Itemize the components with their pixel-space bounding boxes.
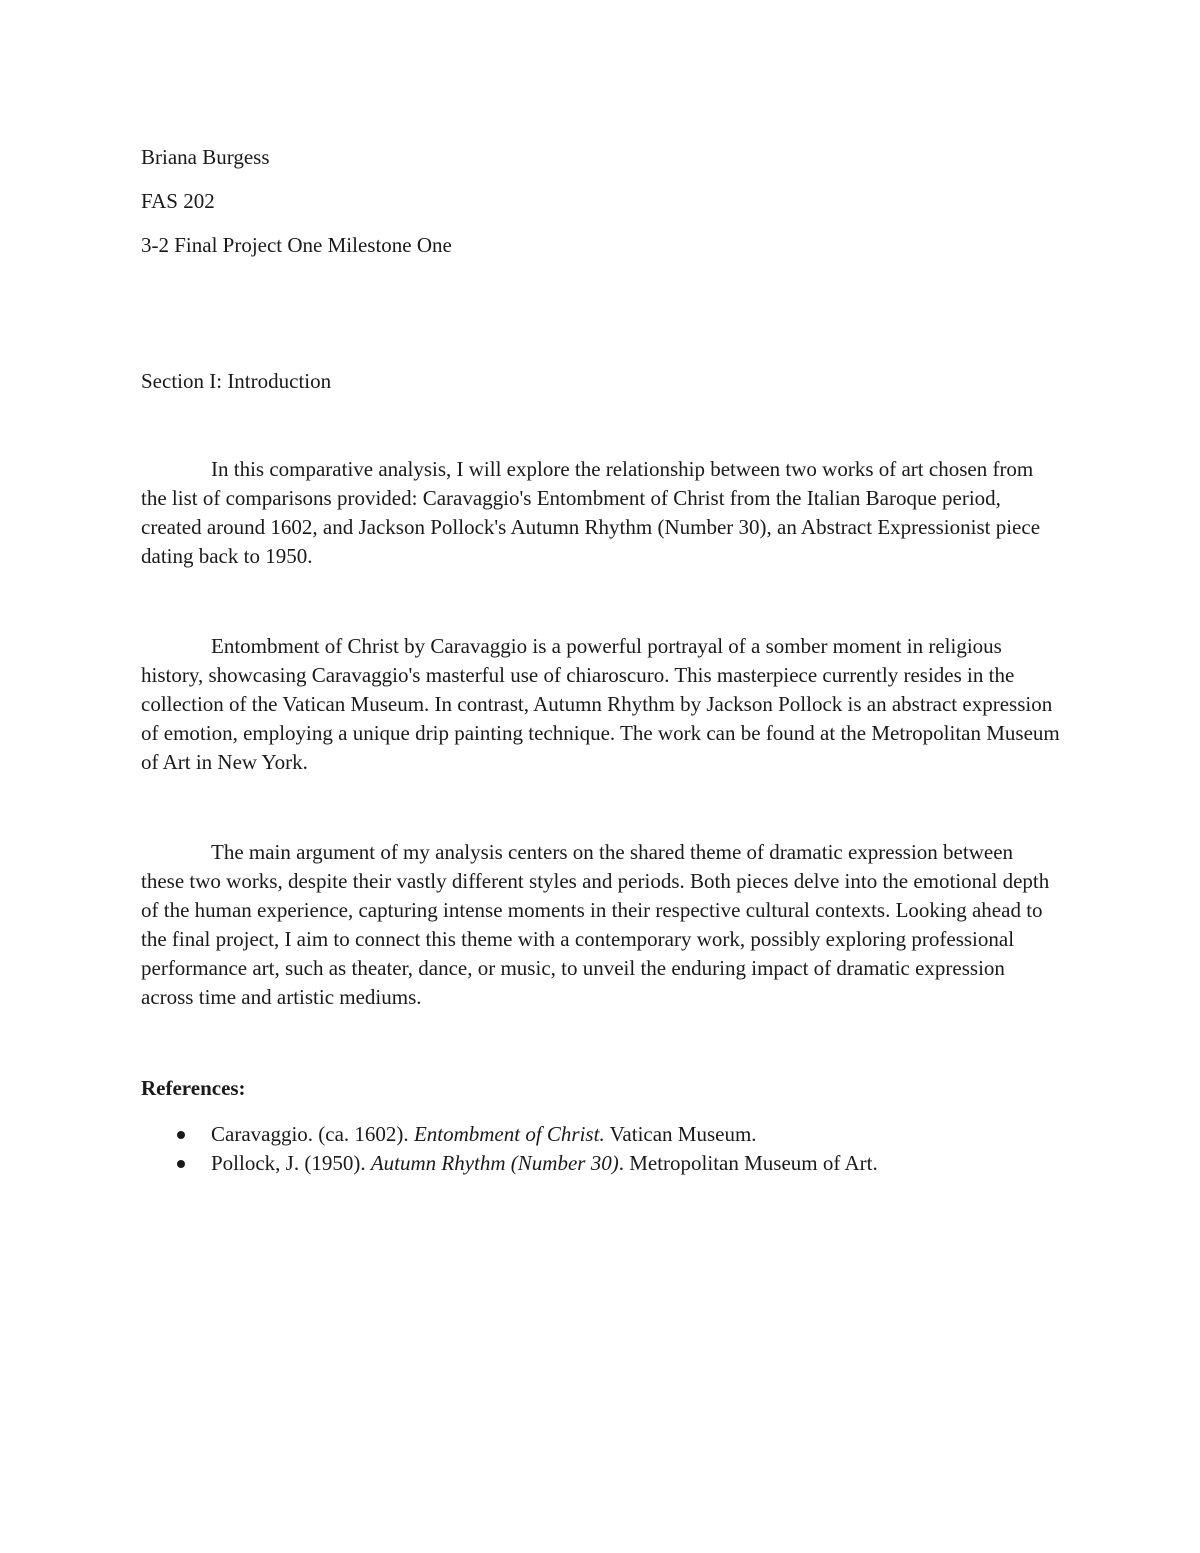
course-code: FAS 202 (141, 189, 215, 213)
bullet-icon (177, 1160, 185, 1168)
references-heading: References: (141, 1076, 246, 1100)
paragraph-2: Entombment of Christ by Caravaggio is a powerful portrayal of a somber moment in religious history, showcasing Caravaggio's masterful use of chiaroscuro. This masterpiece currently resides in the collection of the Vatican Museum. In contrast, Autumn Rhythm by Jackson Pollock is an abstract expression of emotion, employing a unique drip painting technique. The work can be found at the Metropolitan Museum of Art in New York. (141, 634, 1060, 774)
section-heading: Section I: Introduction (141, 369, 332, 393)
author-name: Briana Burgess (141, 145, 270, 169)
bullet-icon (177, 1131, 185, 1139)
reference-item: Caravaggio. (ca. 1602). Entombment of Christ. Vatican Museum. (141, 1120, 878, 1149)
reference-item: Pollock, J. (1950). Autumn Rhythm (Number 30). Metropolitan Museum of Art. (141, 1149, 878, 1178)
assignment-title: 3-2 Final Project One Milestone One (141, 233, 452, 257)
paragraph-3: The main argument of my analysis centers on the shared theme of dramatic expression between these two works, despite their vastly different styles and periods. Both pieces delve into the emotional depth of the human experience, capturing intense moments in their respective cultural contexts. Looking ahead to the final project, I aim to connect this theme with a contemporary work, possibly exploring professional performance art, such as theater, dance, or music, to unveil the enduring impact of dramatic expression across time and artistic mediums. (141, 840, 1050, 1009)
references-list (141, 1120, 878, 1178)
reference-title: Autumn Rhythm (Number 30) (370, 1151, 619, 1175)
reference-title: Entombment of Christ. (413, 1122, 605, 1146)
paragraph-1: In this comparative analysis, I will explore the relationship between two works of art chosen from the list of comparisons provided: Caravaggio's Entombment of Christ from the Italian Baroque period, created around 1602, and Jackson Pollock's Autumn Rhythm (Number 30), an Abstract Expressionist piece dating back to 1950. (141, 457, 1041, 568)
